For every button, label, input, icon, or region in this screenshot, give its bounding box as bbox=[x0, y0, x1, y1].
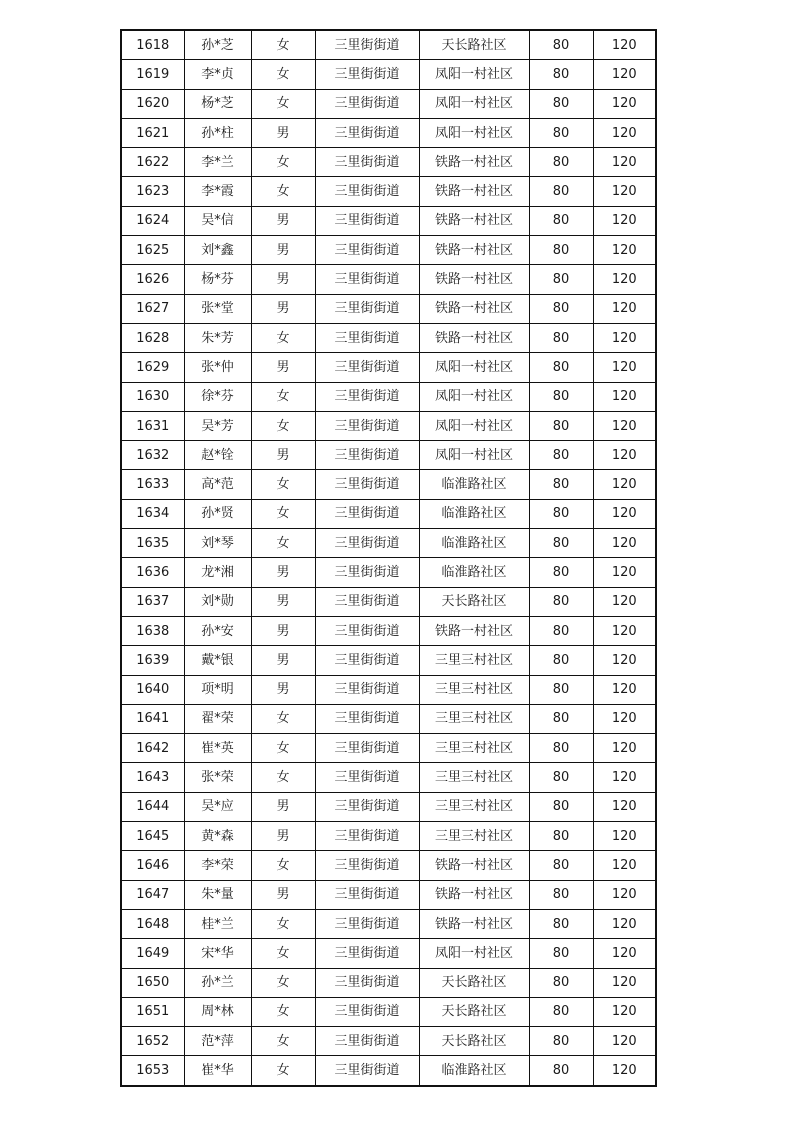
community-cell: 三里三村社区 bbox=[419, 822, 529, 851]
community-cell: 铁路一村社区 bbox=[419, 909, 529, 938]
table-row bbox=[121, 118, 656, 147]
age-cell: 80 bbox=[529, 236, 593, 265]
table-row bbox=[121, 851, 656, 880]
age-cell: 80 bbox=[529, 646, 593, 675]
age-cell: 80 bbox=[529, 939, 593, 968]
serial-number-cell: 1630 bbox=[121, 382, 184, 411]
gender-cell: 男 bbox=[251, 441, 315, 470]
age-cell: 80 bbox=[529, 353, 593, 382]
amount-cell: 120 bbox=[593, 997, 656, 1026]
serial-number-cell: 1648 bbox=[121, 909, 184, 938]
name-cell: 李*霞 bbox=[184, 177, 251, 206]
age-cell: 80 bbox=[529, 675, 593, 704]
community-cell: 铁路一村社区 bbox=[419, 206, 529, 235]
amount-cell: 120 bbox=[593, 529, 656, 558]
serial-number-cell: 1624 bbox=[121, 206, 184, 235]
street-cell: 三里街街道 bbox=[315, 441, 419, 470]
amount-cell: 120 bbox=[593, 382, 656, 411]
street-cell: 三里街街道 bbox=[315, 939, 419, 968]
age-cell: 80 bbox=[529, 294, 593, 323]
gender-cell: 男 bbox=[251, 792, 315, 821]
table-row bbox=[121, 1027, 656, 1056]
street-cell: 三里街街道 bbox=[315, 763, 419, 792]
street-cell: 三里街街道 bbox=[315, 792, 419, 821]
table-row bbox=[121, 89, 656, 118]
gender-cell: 男 bbox=[251, 294, 315, 323]
table-row bbox=[121, 265, 656, 294]
age-cell: 80 bbox=[529, 558, 593, 587]
serial-number-cell: 1641 bbox=[121, 704, 184, 733]
table-row bbox=[121, 675, 656, 704]
amount-cell: 120 bbox=[593, 206, 656, 235]
community-cell: 铁路一村社区 bbox=[419, 323, 529, 352]
amount-cell: 120 bbox=[593, 880, 656, 909]
name-cell: 黄*森 bbox=[184, 822, 251, 851]
community-cell: 三里三村社区 bbox=[419, 704, 529, 733]
table-row bbox=[121, 997, 656, 1026]
age-cell: 80 bbox=[529, 822, 593, 851]
amount-cell: 120 bbox=[593, 1027, 656, 1056]
gender-cell: 女 bbox=[251, 30, 315, 60]
name-cell: 吴*信 bbox=[184, 206, 251, 235]
age-cell: 80 bbox=[529, 411, 593, 440]
amount-cell: 120 bbox=[593, 675, 656, 704]
community-cell: 铁路一村社区 bbox=[419, 265, 529, 294]
name-cell: 孙*芝 bbox=[184, 30, 251, 60]
amount-cell: 120 bbox=[593, 822, 656, 851]
gender-cell: 女 bbox=[251, 1027, 315, 1056]
community-cell: 铁路一村社区 bbox=[419, 851, 529, 880]
amount-cell: 120 bbox=[593, 470, 656, 499]
gender-cell: 女 bbox=[251, 939, 315, 968]
serial-number-cell: 1650 bbox=[121, 968, 184, 997]
gender-cell: 女 bbox=[251, 411, 315, 440]
serial-number-cell: 1640 bbox=[121, 675, 184, 704]
name-cell: 翟*荣 bbox=[184, 704, 251, 733]
age-cell: 80 bbox=[529, 909, 593, 938]
gender-cell: 女 bbox=[251, 734, 315, 763]
street-cell: 三里街街道 bbox=[315, 1027, 419, 1056]
table-row bbox=[121, 323, 656, 352]
age-cell: 80 bbox=[529, 734, 593, 763]
gender-cell: 女 bbox=[251, 177, 315, 206]
street-cell: 三里街街道 bbox=[315, 470, 419, 499]
table-row bbox=[121, 1056, 656, 1086]
street-cell: 三里街街道 bbox=[315, 118, 419, 147]
amount-cell: 120 bbox=[593, 939, 656, 968]
age-cell: 80 bbox=[529, 587, 593, 616]
age-cell: 80 bbox=[529, 470, 593, 499]
name-cell: 刘*鑫 bbox=[184, 236, 251, 265]
community-cell: 铁路一村社区 bbox=[419, 236, 529, 265]
street-cell: 三里街街道 bbox=[315, 60, 419, 89]
amount-cell: 120 bbox=[593, 909, 656, 938]
gender-cell: 女 bbox=[251, 382, 315, 411]
gender-cell: 男 bbox=[251, 646, 315, 675]
age-cell: 80 bbox=[529, 177, 593, 206]
amount-cell: 120 bbox=[593, 148, 656, 177]
serial-number-cell: 1636 bbox=[121, 558, 184, 587]
serial-number-cell: 1625 bbox=[121, 236, 184, 265]
serial-number-cell: 1621 bbox=[121, 118, 184, 147]
name-cell: 张*仲 bbox=[184, 353, 251, 382]
community-cell: 三里三村社区 bbox=[419, 792, 529, 821]
street-cell: 三里街街道 bbox=[315, 851, 419, 880]
name-cell: 李*兰 bbox=[184, 148, 251, 177]
name-cell: 桂*兰 bbox=[184, 909, 251, 938]
community-cell: 凤阳一村社区 bbox=[419, 118, 529, 147]
name-cell: 崔*华 bbox=[184, 1056, 251, 1086]
name-cell: 刘*琴 bbox=[184, 529, 251, 558]
age-cell: 80 bbox=[529, 499, 593, 528]
serial-number-cell: 1639 bbox=[121, 646, 184, 675]
table-row bbox=[121, 734, 656, 763]
street-cell: 三里街街道 bbox=[315, 997, 419, 1026]
amount-cell: 120 bbox=[593, 1056, 656, 1086]
age-cell: 80 bbox=[529, 30, 593, 60]
gender-cell: 女 bbox=[251, 60, 315, 89]
community-cell: 凤阳一村社区 bbox=[419, 382, 529, 411]
serial-number-cell: 1628 bbox=[121, 323, 184, 352]
community-cell: 天长路社区 bbox=[419, 30, 529, 60]
gender-cell: 女 bbox=[251, 997, 315, 1026]
table-row bbox=[121, 939, 656, 968]
table-row bbox=[121, 294, 656, 323]
serial-number-cell: 1626 bbox=[121, 265, 184, 294]
community-cell: 凤阳一村社区 bbox=[419, 939, 529, 968]
gender-cell: 男 bbox=[251, 236, 315, 265]
age-cell: 80 bbox=[529, 118, 593, 147]
street-cell: 三里街街道 bbox=[315, 411, 419, 440]
age-cell: 80 bbox=[529, 529, 593, 558]
table-row bbox=[121, 792, 656, 821]
gender-cell: 男 bbox=[251, 265, 315, 294]
street-cell: 三里街街道 bbox=[315, 89, 419, 118]
gender-cell: 女 bbox=[251, 851, 315, 880]
age-cell: 80 bbox=[529, 206, 593, 235]
gender-cell: 男 bbox=[251, 206, 315, 235]
community-cell: 天长路社区 bbox=[419, 587, 529, 616]
serial-number-cell: 1622 bbox=[121, 148, 184, 177]
amount-cell: 120 bbox=[593, 323, 656, 352]
age-cell: 80 bbox=[529, 1056, 593, 1086]
gender-cell: 女 bbox=[251, 323, 315, 352]
name-cell: 孙*柱 bbox=[184, 118, 251, 147]
community-cell: 三里三村社区 bbox=[419, 646, 529, 675]
street-cell: 三里街街道 bbox=[315, 822, 419, 851]
name-cell: 高*范 bbox=[184, 470, 251, 499]
community-cell: 凤阳一村社区 bbox=[419, 411, 529, 440]
amount-cell: 120 bbox=[593, 763, 656, 792]
gender-cell: 女 bbox=[251, 529, 315, 558]
amount-cell: 120 bbox=[593, 265, 656, 294]
name-cell: 吴*芳 bbox=[184, 411, 251, 440]
table-row bbox=[121, 558, 656, 587]
amount-cell: 120 bbox=[593, 968, 656, 997]
gender-cell: 女 bbox=[251, 148, 315, 177]
serial-number-cell: 1652 bbox=[121, 1027, 184, 1056]
street-cell: 三里街街道 bbox=[315, 30, 419, 60]
gender-cell: 男 bbox=[251, 353, 315, 382]
gender-cell: 女 bbox=[251, 499, 315, 528]
table-row bbox=[121, 499, 656, 528]
table-row bbox=[121, 470, 656, 499]
amount-cell: 120 bbox=[593, 704, 656, 733]
name-cell: 李*荣 bbox=[184, 851, 251, 880]
serial-number-cell: 1646 bbox=[121, 851, 184, 880]
serial-number-cell: 1637 bbox=[121, 587, 184, 616]
name-cell: 刘*勋 bbox=[184, 587, 251, 616]
age-cell: 80 bbox=[529, 265, 593, 294]
serial-number-cell: 1634 bbox=[121, 499, 184, 528]
serial-number-cell: 1631 bbox=[121, 411, 184, 440]
street-cell: 三里街街道 bbox=[315, 499, 419, 528]
community-cell: 天长路社区 bbox=[419, 997, 529, 1026]
serial-number-cell: 1638 bbox=[121, 616, 184, 645]
table-row bbox=[121, 880, 656, 909]
age-cell: 80 bbox=[529, 968, 593, 997]
community-cell: 临淮路社区 bbox=[419, 470, 529, 499]
amount-cell: 120 bbox=[593, 734, 656, 763]
name-cell: 戴*银 bbox=[184, 646, 251, 675]
serial-number-cell: 1644 bbox=[121, 792, 184, 821]
age-cell: 80 bbox=[529, 616, 593, 645]
table-row bbox=[121, 909, 656, 938]
serial-number-cell: 1620 bbox=[121, 89, 184, 118]
gender-cell: 女 bbox=[251, 89, 315, 118]
name-cell: 范*萍 bbox=[184, 1027, 251, 1056]
amount-cell: 120 bbox=[593, 646, 656, 675]
name-cell: 孙*兰 bbox=[184, 968, 251, 997]
gender-cell: 女 bbox=[251, 763, 315, 792]
name-cell: 宋*华 bbox=[184, 939, 251, 968]
street-cell: 三里街街道 bbox=[315, 558, 419, 587]
street-cell: 三里街街道 bbox=[315, 734, 419, 763]
table-row bbox=[121, 411, 656, 440]
community-cell: 三里三村社区 bbox=[419, 763, 529, 792]
street-cell: 三里街街道 bbox=[315, 353, 419, 382]
serial-number-cell: 1643 bbox=[121, 763, 184, 792]
serial-number-cell: 1629 bbox=[121, 353, 184, 382]
street-cell: 三里街街道 bbox=[315, 587, 419, 616]
amount-cell: 120 bbox=[593, 177, 656, 206]
name-cell: 杨*芬 bbox=[184, 265, 251, 294]
age-cell: 80 bbox=[529, 880, 593, 909]
name-cell: 朱*芳 bbox=[184, 323, 251, 352]
community-cell: 临淮路社区 bbox=[419, 558, 529, 587]
street-cell: 三里街街道 bbox=[315, 265, 419, 294]
age-cell: 80 bbox=[529, 763, 593, 792]
table-row bbox=[121, 763, 656, 792]
serial-number-cell: 1645 bbox=[121, 822, 184, 851]
street-cell: 三里街街道 bbox=[315, 909, 419, 938]
amount-cell: 120 bbox=[593, 294, 656, 323]
table-row bbox=[121, 529, 656, 558]
name-cell: 杨*芝 bbox=[184, 89, 251, 118]
serial-number-cell: 1623 bbox=[121, 177, 184, 206]
gender-cell: 男 bbox=[251, 822, 315, 851]
community-cell: 三里三村社区 bbox=[419, 675, 529, 704]
serial-number-cell: 1635 bbox=[121, 529, 184, 558]
community-cell: 凤阳一村社区 bbox=[419, 441, 529, 470]
name-cell: 孙*安 bbox=[184, 616, 251, 645]
table-row bbox=[121, 236, 656, 265]
serial-number-cell: 1627 bbox=[121, 294, 184, 323]
gender-cell: 男 bbox=[251, 675, 315, 704]
amount-cell: 120 bbox=[593, 558, 656, 587]
community-cell: 凤阳一村社区 bbox=[419, 89, 529, 118]
roster-table bbox=[120, 29, 657, 1087]
name-cell: 朱*量 bbox=[184, 880, 251, 909]
table-row bbox=[121, 353, 656, 382]
amount-cell: 120 bbox=[593, 60, 656, 89]
table-row bbox=[121, 822, 656, 851]
street-cell: 三里街街道 bbox=[315, 382, 419, 411]
table-row bbox=[121, 30, 656, 60]
name-cell: 吴*应 bbox=[184, 792, 251, 821]
table-row bbox=[121, 646, 656, 675]
age-cell: 80 bbox=[529, 1027, 593, 1056]
street-cell: 三里街街道 bbox=[315, 968, 419, 997]
name-cell: 周*林 bbox=[184, 997, 251, 1026]
age-cell: 80 bbox=[529, 323, 593, 352]
age-cell: 80 bbox=[529, 148, 593, 177]
serial-number-cell: 1653 bbox=[121, 1056, 184, 1086]
name-cell: 龙*湘 bbox=[184, 558, 251, 587]
name-cell: 崔*英 bbox=[184, 734, 251, 763]
community-cell: 三里三村社区 bbox=[419, 734, 529, 763]
age-cell: 80 bbox=[529, 441, 593, 470]
street-cell: 三里街街道 bbox=[315, 529, 419, 558]
community-cell: 天长路社区 bbox=[419, 968, 529, 997]
name-cell: 张*堂 bbox=[184, 294, 251, 323]
amount-cell: 120 bbox=[593, 587, 656, 616]
street-cell: 三里街街道 bbox=[315, 177, 419, 206]
table-row bbox=[121, 441, 656, 470]
street-cell: 三里街街道 bbox=[315, 1056, 419, 1086]
name-cell: 赵*铨 bbox=[184, 441, 251, 470]
community-cell: 临淮路社区 bbox=[419, 1056, 529, 1086]
age-cell: 80 bbox=[529, 704, 593, 733]
age-cell: 80 bbox=[529, 382, 593, 411]
serial-number-cell: 1651 bbox=[121, 997, 184, 1026]
gender-cell: 女 bbox=[251, 909, 315, 938]
gender-cell: 男 bbox=[251, 587, 315, 616]
community-cell: 天长路社区 bbox=[419, 1027, 529, 1056]
table-row bbox=[121, 382, 656, 411]
table-row bbox=[121, 206, 656, 235]
street-cell: 三里街街道 bbox=[315, 323, 419, 352]
street-cell: 三里街街道 bbox=[315, 704, 419, 733]
table-row bbox=[121, 587, 656, 616]
street-cell: 三里街街道 bbox=[315, 294, 419, 323]
amount-cell: 120 bbox=[593, 30, 656, 60]
amount-cell: 120 bbox=[593, 411, 656, 440]
serial-number-cell: 1649 bbox=[121, 939, 184, 968]
table-row bbox=[121, 704, 656, 733]
name-cell: 孙*贤 bbox=[184, 499, 251, 528]
table-row bbox=[121, 968, 656, 997]
street-cell: 三里街街道 bbox=[315, 675, 419, 704]
gender-cell: 女 bbox=[251, 968, 315, 997]
gender-cell: 男 bbox=[251, 616, 315, 645]
community-cell: 临淮路社区 bbox=[419, 499, 529, 528]
community-cell: 铁路一村社区 bbox=[419, 616, 529, 645]
community-cell: 铁路一村社区 bbox=[419, 294, 529, 323]
table-row bbox=[121, 60, 656, 89]
community-cell: 临淮路社区 bbox=[419, 529, 529, 558]
age-cell: 80 bbox=[529, 851, 593, 880]
serial-number-cell: 1633 bbox=[121, 470, 184, 499]
community-cell: 铁路一村社区 bbox=[419, 880, 529, 909]
street-cell: 三里街街道 bbox=[315, 148, 419, 177]
amount-cell: 120 bbox=[593, 118, 656, 147]
amount-cell: 120 bbox=[593, 851, 656, 880]
table-row bbox=[121, 177, 656, 206]
age-cell: 80 bbox=[529, 89, 593, 118]
serial-number-cell: 1618 bbox=[121, 30, 184, 60]
gender-cell: 女 bbox=[251, 470, 315, 499]
gender-cell: 男 bbox=[251, 558, 315, 587]
street-cell: 三里街街道 bbox=[315, 236, 419, 265]
street-cell: 三里街街道 bbox=[315, 206, 419, 235]
age-cell: 80 bbox=[529, 60, 593, 89]
street-cell: 三里街街道 bbox=[315, 646, 419, 675]
amount-cell: 120 bbox=[593, 499, 656, 528]
gender-cell: 男 bbox=[251, 118, 315, 147]
age-cell: 80 bbox=[529, 997, 593, 1026]
serial-number-cell: 1632 bbox=[121, 441, 184, 470]
street-cell: 三里街街道 bbox=[315, 616, 419, 645]
age-cell: 80 bbox=[529, 792, 593, 821]
community-cell: 铁路一村社区 bbox=[419, 177, 529, 206]
name-cell: 李*贞 bbox=[184, 60, 251, 89]
amount-cell: 120 bbox=[593, 353, 656, 382]
amount-cell: 120 bbox=[593, 616, 656, 645]
name-cell: 项*明 bbox=[184, 675, 251, 704]
serial-number-cell: 1642 bbox=[121, 734, 184, 763]
gender-cell: 女 bbox=[251, 704, 315, 733]
gender-cell: 女 bbox=[251, 1056, 315, 1086]
amount-cell: 120 bbox=[593, 89, 656, 118]
amount-cell: 120 bbox=[593, 792, 656, 821]
name-cell: 张*荣 bbox=[184, 763, 251, 792]
serial-number-cell: 1619 bbox=[121, 60, 184, 89]
serial-number-cell: 1647 bbox=[121, 880, 184, 909]
roster-table-body bbox=[121, 30, 656, 1086]
street-cell: 三里街街道 bbox=[315, 880, 419, 909]
table-row bbox=[121, 616, 656, 645]
name-cell: 徐*芬 bbox=[184, 382, 251, 411]
amount-cell: 120 bbox=[593, 441, 656, 470]
gender-cell: 男 bbox=[251, 880, 315, 909]
community-cell: 凤阳一村社区 bbox=[419, 353, 529, 382]
amount-cell: 120 bbox=[593, 236, 656, 265]
community-cell: 凤阳一村社区 bbox=[419, 60, 529, 89]
table-row bbox=[121, 148, 656, 177]
community-cell: 铁路一村社区 bbox=[419, 148, 529, 177]
